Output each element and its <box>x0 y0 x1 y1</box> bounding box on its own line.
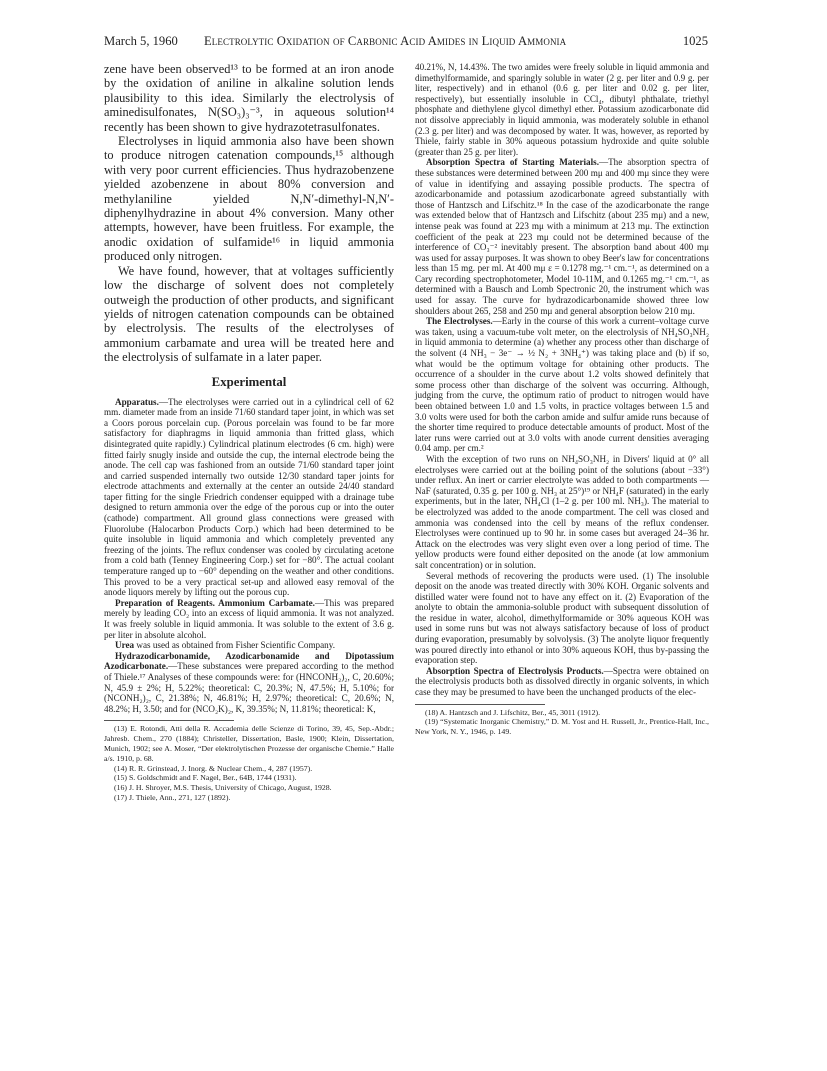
apparatus-body: —The electrolyses were carried out in a cylindrical cell of 62 mm. diameter made from an inside 71/60 standard taper joint, in which was set a Coors porous porcelain cup. (Porous porcelain was found to be far more satisfactory for diaphragms in liquid ammonia than fritted glass, which disintegrated quite rapidly.) Cylindrical platinum electrodes (6 cm. high) were fitted fairly snugly inside and outside the cup, the internal electrode being the anode. The cell cap was fashioned from an outside 71/60 standard taper joint and carried suspended internally two outside 12/30 standard taper joints for electrode attachments and externally at the center an outside 24/40 standard taper fitting for the single Friedrich condenser equipped with a drainage tube designed to return ammonia over the edge of the porous cup or into the outer (cathode) compartment. All ground glass connections were greased with Fluorolube (Halocarbon Products Corp.) which had been determined to be quite insoluble in liquid ammonia and which completely prevented any freezing of the joints. The reflux condenser was cooled by circulating acetone from a cold bath (Tenney Engineering Corp.) set for −80°. The actual coolant temperature ranged up to −60° depending on the weather and other conditions. This proved to be a very practical set-up and allowed easy removal of the anode liquors merely by lifting out the porous cup. <box>104 396 394 598</box>
footnote: (18) A. Hantzsch and J. Lifschitz, Ber., 45, 3011 (1912). <box>425 707 601 717</box>
intro-paragraph-3: We have found, however, that at voltages sufficiently low the discharge of solvent does not completely outweigh the production of other products, and significant yields of nitrogen catenation compounds can be obtained by electrolysis. The results of the electrolyses of ammonium carbamate and urea will be treated here and the electrolysis of sulfamate in a later paper. <box>104 263 394 365</box>
urea-heading: Urea <box>115 640 135 651</box>
electrolyses-body: —Early in the course of this work a current–voltage curve was taken, using a vacuum-tube volt meter, on the electrolysis of NH₄SO₃NH₂ in liquid ammonia to determine (a) whether any process other than discharge of the solvent (4 NH₃ − 3e⁻ → ½ N₂ + 3NH₄⁺) was taking place and (b) if so, what would be the optimum voltage for obtaining other products. The occurrence of a shoulder in the curve about 1.2 volts showed definitely that some process other than discharge of the solvent was occurring. Although, judging from the curve, the optimum ratio of product to nitrogen would have been obtained between 1.0 and 1.5 volts, in practice voltages between 1.5 and 3.0 volts were used for both the carbon amide and sulfur amide runs because of the shorter time required to produce detectable amounts of product. Most of the later runs were carried out at 3.0 volts with anode current densities averaging 0.04 amp. per cm.² <box>415 316 709 454</box>
apparatus-paragraph <box>104 397 394 598</box>
footnotes-right <box>415 708 709 737</box>
section-title-experimental: Experimental <box>211 374 287 389</box>
urea-body: was used as obtained from Fisher Scientific Company. <box>134 640 335 651</box>
right-column <box>415 62 709 737</box>
preparation-body: —This was prepared merely by leading CO₂ into an excess of liquid ammonia. It was not analyzed. It was freely soluble in liquid ammonia. It was soluble to the extent of 3.6 g. per liter in absolute alcohol. <box>104 597 394 640</box>
urea-paragraph <box>104 640 394 651</box>
footnote: (13) E. Rotondi, Atti della R. Accademia delle Scienze di Torino, 39, 45, Sep.-Abdr.; Jahresb. Chem., 270 (1884); Christeller, Dissertation, Basle, 1900; Klein, Dissertation, Munich, 1902; see A. Moser, “Der elektrolytischen Prozesse der organische Chemie.” Halle a/s. 1910, p. 68. <box>104 724 394 763</box>
experimental-text <box>104 397 394 715</box>
page-number: 1025 <box>682 34 708 48</box>
footnote: (19) “Systematic Inorganic Chemistry,” D. M. Yost and H. Russell, Jr., Prentice-Hall, Inc., New York, N. Y., 1946, p. 149. <box>415 717 709 737</box>
electrolyses-paragraph <box>415 316 709 454</box>
header-date: March 5, 1960 <box>104 34 178 48</box>
footnote-divider <box>104 720 234 721</box>
footnote: (15) S. Goldschmidt and F. Nagel, Ber., 64B, 1744 (1931). <box>114 773 297 783</box>
footnotes-left <box>104 724 394 802</box>
running-header <box>104 34 708 50</box>
hydrazodicarbonamide-body: —These substances were prepared according to the method of Thiele.¹⁷ Analyses of these compounds were: for (HNCONH₂)₂, C, 20.60%; N, 45.9 ± 2%; H, 5.22%; theoretical: C, 20.3%; N, 47.5%; H, 5.10%; for (NCONH₂)₂, C, 21.38%; N, 46.81%; H, 2.97%; theoretical: C, 20.6%; N, 48.2%; H, 3.50; and for (NCO₂K)₂, K, 39.35%; N, 11.81%; theoretical: K, <box>104 661 394 714</box>
left-column <box>104 62 394 803</box>
intro-paragraph-1: zene have been observed¹³ to be formed at an iron anode by the oxidation of aniline in alkaline solution lends plausibility to this idea. Similarly the electrolysis of aminedisulfonates, N(SO₃)₃⁻³, in aqueous solution¹⁴ recently has been shown to give hydrazotetrasulfonates. <box>104 62 394 134</box>
intro-text <box>104 62 394 365</box>
hydrazodicarbonamide-paragraph <box>104 651 394 715</box>
absorption-starting-heading: Absorption Spectra of Starting Materials. <box>426 157 599 168</box>
preparation-paragraph <box>104 598 394 640</box>
footnote: (14) R. R. Grinstead, J. Inorg. & Nuclear Chem., 4, 287 (1957). <box>114 763 313 773</box>
absorption-products-body: —Spectra were obtained on the electrolysis products both as dissolved directly in organic solvents, in which case they may be presumed to have been the unchanged products of the elec- <box>415 665 709 698</box>
right-text <box>415 62 709 698</box>
header-title: Electrolytic Oxidation of Carbonic Acid Amides in Liquid Ammonia <box>204 34 567 48</box>
footnote: (17) J. Thiele, Ann., 271, 127 (1892). <box>114 792 231 802</box>
electrolyses-heading: The Electrolyses. <box>426 316 493 327</box>
conditions-paragraph: With the exception of two runs on NH₄SO₃NH₂ in Divers' liquid at 0° all electrolyses were carried out at the boiling point of the solutions (about −33°) under reflux. An inert or carrier electrolyte was added to both compartments —NaF (saturated, 0.35 g. per 100 g. NH₃ at 25°)¹⁹ or NH₄F (saturated) in the early experiments, but in the later, NH₄Cl (1–2 g. per 100 ml. NH₃). The material to be electrolyzed was added to the anode compartment. The cell was closed and ammonia was condensed into the cell by means of the reflux condenser. Electrolyses were continued up to 90 hr. in some cases but averaged 24–36 hr. Attack on the electrodes was very slight even over a long period of time. The yellow products were found either deposited on the anode (at low ammonium salt concentration) or in solution. <box>415 453 709 570</box>
absorption-starting-paragraph <box>415 157 709 316</box>
apparatus-heading: Apparatus. <box>115 396 159 407</box>
recovery-paragraph: Several methods of recovering the products were used. (1) The insoluble deposit on the anode was treated directly with 30% KOH. Organic solvents and distilled water were found not to have any effect on it. (2) Evaporation of the anolyte to obtain the ammonia-soluble product with subsequent dissolution of the residue in water, alcohol, dimethylformamide or 30% aqueous KOH was used in some runs but was not always satisfactory because of loss of product during evaporation, presumably by solvolysis. (3) The anolyte liquor frequently was poured directly into ethanol or into 30% aqueous KOH, thus by-passing the evaporation step. <box>415 570 709 666</box>
intro-paragraph-2: Electrolyses in liquid ammonia also have been shown to produce nitrogen catenation compounds,¹⁵ although with very poor current efficiencies. Thus hydrazobenzene yielded azobenzene in about 80% conversion and methylaniline yielded N,N′-dimethyl-N,N′-diphenylhydrazine in about 4% conversion. Many other attempts, however, have been fruitless. For example, the anodic oxidation of sulfamide¹⁶ in liquid ammonia produced only nitrogen. <box>104 134 394 264</box>
preparation-heading: Preparation of Reagents. Ammonium Carbamate. <box>115 597 315 608</box>
hydrazodicarbonamide-heading: Hydrazodicarbonamide, Azodicarbonamide and Dipotassium Azodicarbonate. <box>104 650 394 672</box>
absorption-products-paragraph <box>415 666 709 698</box>
footnote-divider <box>415 704 545 705</box>
absorption-products-heading: Absorption Spectra of Electrolysis Products. <box>426 665 604 676</box>
absorption-starting-body: —The absorption spectra of these substances were determined between 200 mμ and 400 mμ since they were of value in identifying and assaying possible products. The spectra of azodicarbonamide and potassium azodicarbonate agreed substantially with those of Hantzsch and Lifschitz.¹⁸ In the case of the azodicarbonate the range was extended below that of Hantzsch and Lifschitz (about 235 mμ) and a new, intense peak was found at 223 mμ with a minimum at 213 mμ. The extinction coefficient of the peak at 223 mμ could not be determined because of the interference of CO₃⁻² inevitably present. The absorption band about 400 mμ was used for assay purposes. It was shown to obey Beer's law for concentrations less than 15 mg. per ml. At 400 mμ ε = 0.1278 mg.⁻¹ cm.⁻¹, as determined on a Cary recording spectrophotometer, Model 10-11M, and 0.1265 mg.⁻¹ cm.⁻¹, as determined with a Bausch and Lomb Spectronic 20, the instrument which was used for assay. The curve for hydrazodicarbonamide showed three low shoulders about 265, 258 and 250 mμ and general absorption below 210 mμ. <box>415 157 709 316</box>
footnote: (16) J. H. Shroyer, M.S. Thesis, University of Chicago, August, 1928. <box>114 783 332 793</box>
solubility-paragraph: 40.21%, N, 14.43%. The two amides were freely soluble in liquid ammonia and dimethylformamide, and sparingly soluble in water (2 g. per liter and 0.9 g. per liter, respectively) and in ethanol (0.6 g. per liter and 0.02 g. per liter, respectively), but essentially insoluble in CCl₄, dibutyl phthalate, triethyl phosphate and diethylene glycol dimethyl ether. Potassium azodicarbonate did not dissolve appreciably in liquid ammonia, was moderately soluble in ethanol (2.3 g. per liter) and was decomposed by water. It was, however, as reported by Thiele, fairly stable in 30% aqueous potassium hydroxide and quite soluble (greater than 25 g. per liter). <box>415 62 709 157</box>
